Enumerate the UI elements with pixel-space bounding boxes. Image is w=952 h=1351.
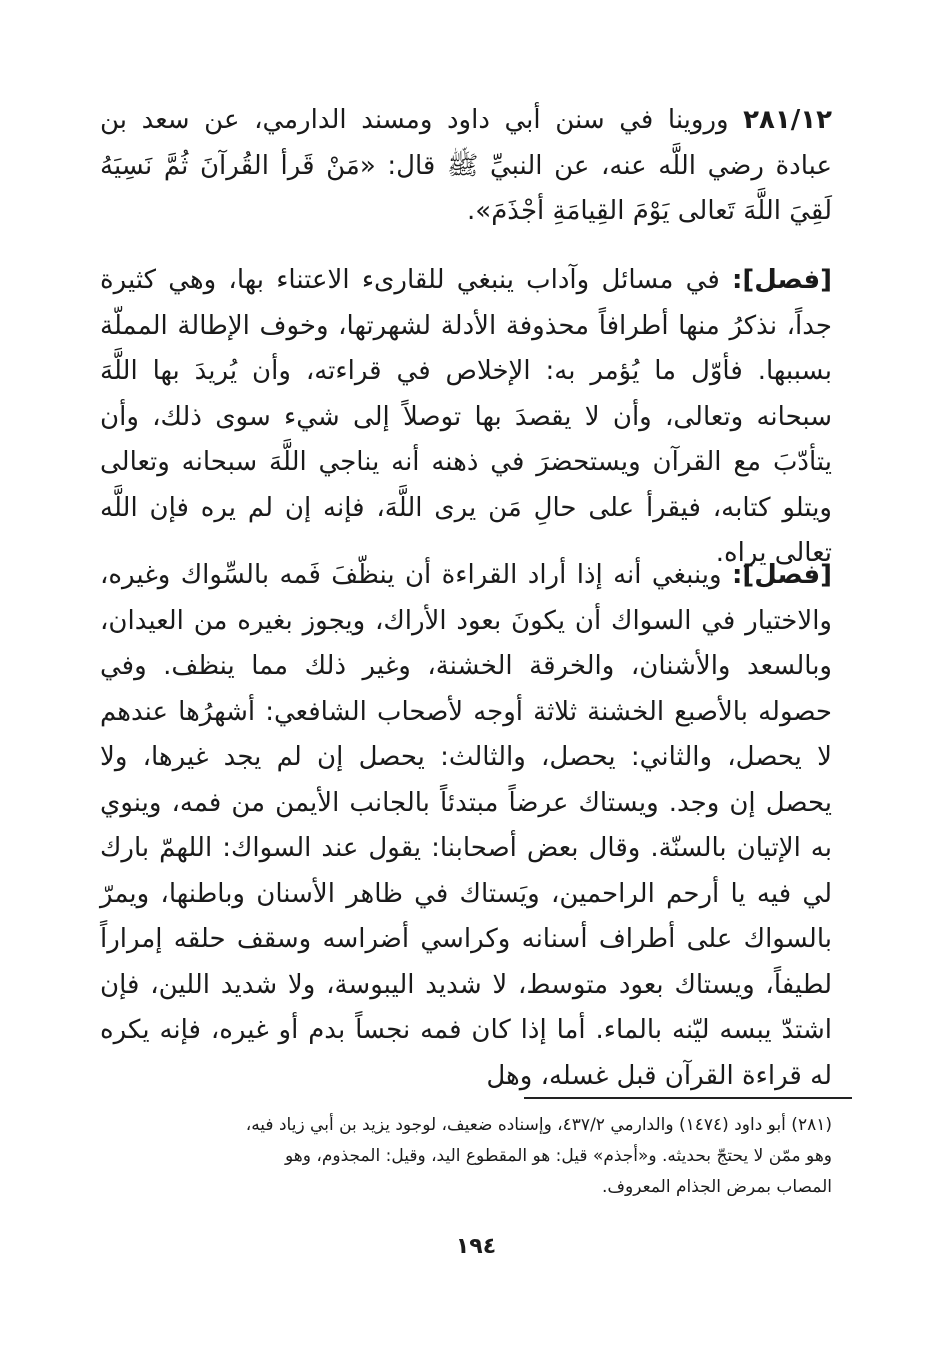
section-heading: [فصل]: [731, 265, 832, 295]
footnote-line-2: وهو ممّن لا يحتجّ بحديثه. و«أجذم» قيل: هو المقطوع اليد، وقيل: المجذوم، وهو [284, 1146, 832, 1166]
paragraph-text: في مسائل وآداب ينبغي للقارىء الاعتناء بها، وهي كثيرة جداً، نذكرُ منها أطرافاً محذوفة الأدلة لشهرتها، وخوف الإطالة المملّة بسببها. فأوّل ما يُؤمر به: الإخلاص في قراءته، وأن يُريدَ بها اللَّهَ سبحانه وتعالى، وأن لا يقصدَ بها توصلاً إلى شيء سوى ذلك، وأن يتأدّبَ مع القرآن ويستحضرَ في ذهنه أنه يناجي اللَّهَ سبحانه وتعالى ويتلو كتابه، فيقرأ على حالِ مَن يرى اللَّهَ، فإنه إن لم يره فإن اللَّه تعالى يراه. [100, 265, 832, 568]
paragraph-text: وينبغي أنه إذا أراد القراءة أن ينظّفَ فَمه بالسِّواك وغيره، والاختيار في السواك أن يكونَ بعود الأراك، ويجوز بغيره من العيدان، وبالسعد والأشنان، والخرقة الخشنة، وغير ذلك مما ينظف. وفي حصوله بالأصبع الخشنة ثلاثة أوجه لأصحاب الشافعي: أشهرُها عندهم لا يحصل، والثاني: يحصل، والثالث: يحصل إن لم يجد غيرها، ولا يحصل إن وجد. ويستاك عرضاً مبتدئاً بالجانب الأيمن من فمه، وينوي به الإتيان بالسنّة. وقال بعض أصحابنا: يقول عند السواك: اللهمّ بارك لي فيه يا أرحم الراحمين، ويَستاك في ظاهر الأسنان وباطنها، ويمرّ بالسواك على أطراف أسنانه وكراسي أضراسه وسقف حلقه إمراراً لطيفاً، ويستاك بعود متوسط، لا شديد اليبوسة، ولا شديد اللين، فإن اشتدّ يبسه ليّنه بالماء. أما إذا كان فمه نجساً بدم أو غيره، فإنه يكره له قراءة القرآن قبل غسله، وهل [100, 560, 832, 1091]
paragraph-fasl-etiquette [100, 258, 832, 577]
hadith-number: ٢٨١/١٢ [743, 105, 832, 135]
page-number: ١٩٤ [455, 1234, 497, 1259]
paragraph-fasl-siwak [100, 553, 832, 1099]
footnote-divider [524, 1097, 852, 1099]
paragraph-text: وروينا في سنن أبي داود ومسند الدارمي، عن سعد بن عبادة رضي اللَّه عنه، عن النبيِّ ﷺ قال: «مَنْ قَرأ القُرآنَ ثُمَّ نَسِيَهُ لَقِيَ اللَّهَ تَعالى يَوْمَ القِيامَةِ أجْذَمَ». [100, 105, 832, 226]
footnote-281 [100, 1110, 832, 1203]
paragraph-hadith-281 [100, 98, 832, 235]
footnote-line-3: المصاب بمرض الجذام المعروف. [602, 1177, 832, 1197]
footnote-line-1: (٢٨١) أبو داود (١٤٧٤) والدارمي ٤٣٧/٢، وإسناده ضعيف، لوجود يزيد بن أبي زياد فيه، [245, 1115, 832, 1135]
section-heading: [فصل]: [731, 560, 832, 590]
